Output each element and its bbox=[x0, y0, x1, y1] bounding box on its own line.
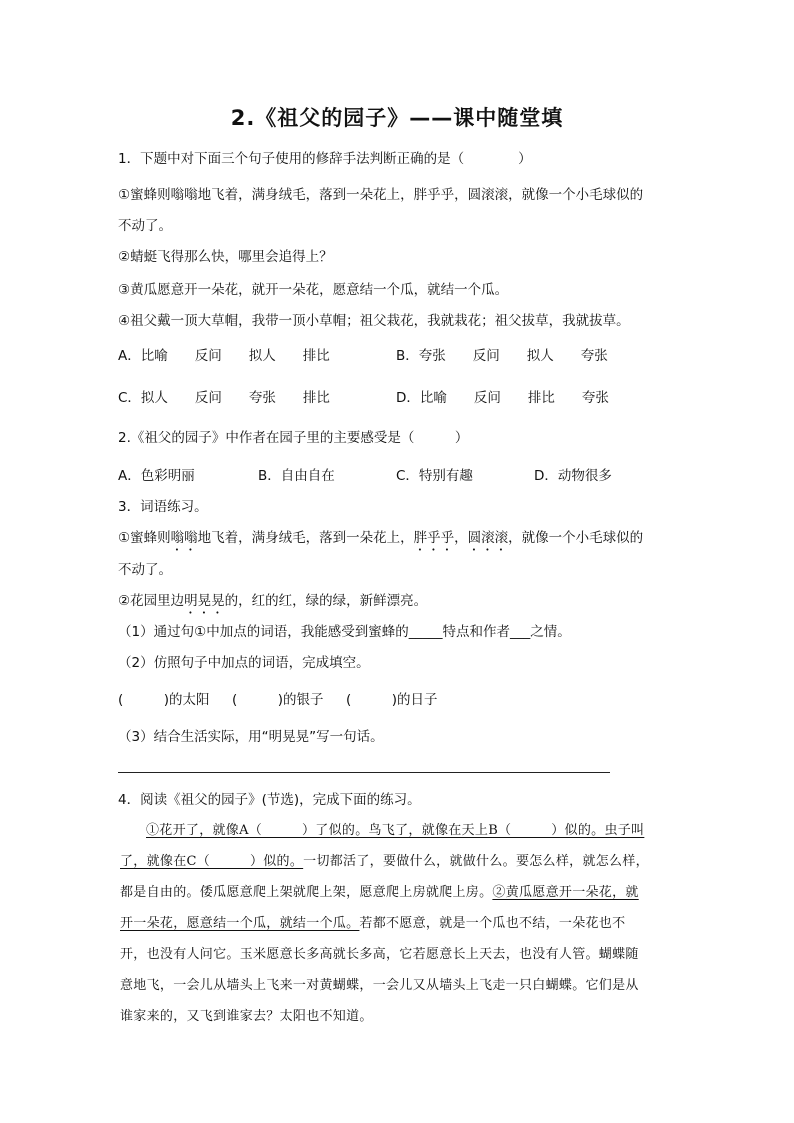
q3-fill-blank-2[interactable]: ( )的银子 bbox=[232, 692, 324, 708]
q3-s2-dotted-word: 明晃晃 bbox=[184, 593, 225, 609]
q1-sentence-1-line2: 不动了。 bbox=[118, 218, 172, 234]
q1-stem: 1．下题中对下面三个句子使用的修辞手法判断正确的是（ ） bbox=[118, 151, 532, 167]
q3-s1-dotted-word-3: 圆滚滚 bbox=[467, 530, 509, 546]
q3-stem: 3．词语练习。 bbox=[118, 499, 208, 515]
q4-underlined-sentence-2b: 开一朵花，愿意结一个瓜，就结一个瓜。 bbox=[120, 916, 360, 931]
q4-passage-line-7: 谁家来的，又飞到谁家去？太阳也不知道。 bbox=[120, 1009, 373, 1024]
q1-option-b[interactable]: B．夸张 反问 拟人 夸张 bbox=[396, 348, 608, 364]
page-title: 2.《祖父的园子》——课中随堂填 bbox=[230, 106, 564, 130]
q2-option-b[interactable]: B．自由自在 bbox=[258, 468, 335, 484]
q3-sentence-1-line1 bbox=[118, 528, 643, 554]
q2-option-d[interactable]: D．动物很多 bbox=[534, 468, 612, 484]
q2-option-c[interactable]: C．特别有趣 bbox=[396, 468, 473, 484]
q4-p4-rest: 若都不愿意，就是一个瓜也不结，一朵花也不 bbox=[359, 916, 626, 931]
q4-stem: 4．阅读《祖父的园子》(节选)，完成下面的练习。 bbox=[118, 792, 421, 808]
q4-passage-line-2 bbox=[120, 851, 649, 873]
q3-answer-line[interactable] bbox=[118, 772, 610, 773]
q4-passage-line-1 bbox=[146, 820, 644, 842]
q1-sentence-4: ④祖父戴一顶大草帽，我带一顶小草帽；祖父栽花，我就栽花；祖父拔草，我就拔草。 bbox=[118, 313, 630, 329]
q1-option-a[interactable]: A．比喻 反问 拟人 排比 bbox=[118, 348, 330, 364]
q4-p2-rest: 一切都活了，要做什么，就做什么。要怎么样，就怎么样， bbox=[303, 854, 649, 869]
q1-sentence-3: ③黄瓜愿意开一朵花，就开一朵花，愿意结一个瓜，就结一个瓜。 bbox=[118, 282, 509, 298]
q3-s1-mid: 地飞着，满身绒毛，落到一朵花上， bbox=[197, 530, 414, 546]
q4-passage-line-6: 意地飞，一会儿从墙头上飞来一对黄蝴蝶，一会儿又从墙头上飞走一只白蝴蝶。它们是从 bbox=[120, 978, 639, 993]
q1-option-c[interactable]: C．拟人 反问 夸张 排比 bbox=[118, 390, 330, 406]
q4-passage-line-4 bbox=[120, 913, 625, 935]
q4-underlined-sentence-2a: ②黄瓜愿意开一朵花，就 bbox=[492, 885, 639, 900]
q3-sub2: （2）仿照句子中加点的词语，完成填空。 bbox=[118, 655, 370, 671]
q2-stem: 2.《祖父的园子》中作者在园子里的主要感受是（ ） bbox=[118, 430, 469, 446]
q3-s1-pre: ①蜜蜂则 bbox=[118, 530, 171, 546]
q3-s2-post: 的，红的红，绿的绿，新鲜漂亮。 bbox=[224, 593, 428, 609]
q3-s1-post: ，就像一个小毛球似的 bbox=[508, 530, 644, 546]
q3-sentence-1-line2: 不动了。 bbox=[118, 562, 172, 578]
q4-passage-line-5: 开，也没有人问它。玉米愿意长多高就长多高，它若愿意长上天去，也没有人管。蝴蝶随 bbox=[120, 947, 639, 962]
q4-passage-line-3 bbox=[120, 882, 639, 904]
q3-s1-mid2: ， bbox=[454, 530, 468, 546]
q3-fill-blank-1[interactable]: ( )的太阳 bbox=[118, 692, 210, 708]
q3-sub3: （3）结合生活实际，用“明晃晃”写一句话。 bbox=[118, 729, 384, 745]
q3-s1-dotted-word-2: 胖乎乎 bbox=[413, 530, 455, 546]
q3-sentence-2 bbox=[118, 591, 427, 617]
q1-sentence-1-line1: ①蜜蜂则嗡嗡地飞着，满身绒毛，落到一朵花上，胖乎乎，圆滚滚，就像一个小毛球似的 bbox=[118, 187, 644, 203]
q4-underlined-sentence-1b: 了，就像在C（ ）似的。 bbox=[120, 854, 304, 869]
q3-s1-dotted-word-1: 嗡嗡 bbox=[170, 530, 198, 546]
q1-sentence-2: ②蜻蜓飞得那么快，哪里会追得上？ bbox=[118, 249, 333, 265]
q3-s2-pre: ②花园里边 bbox=[118, 593, 185, 609]
q4-underlined-sentence-1a: ①花开了，就像A（ ）了似的。鸟飞了，就像在天上B（ ）似的。虫子叫 bbox=[146, 823, 645, 838]
q2-option-a[interactable]: A．色彩明丽 bbox=[118, 468, 195, 484]
q1-option-d[interactable]: D．比喻 反问 排比 夸张 bbox=[396, 390, 609, 406]
q3-fill-blank-3[interactable]: ( )的日子 bbox=[346, 692, 438, 708]
q4-p3: 都是自由的。倭瓜愿意爬上架就爬上架，愿意爬上房就爬上房。 bbox=[120, 885, 493, 900]
q3-sub1: （1）通过句①中加点的词语，我能感受到蜜蜂的_____特点和作者___之情。 bbox=[118, 624, 571, 640]
